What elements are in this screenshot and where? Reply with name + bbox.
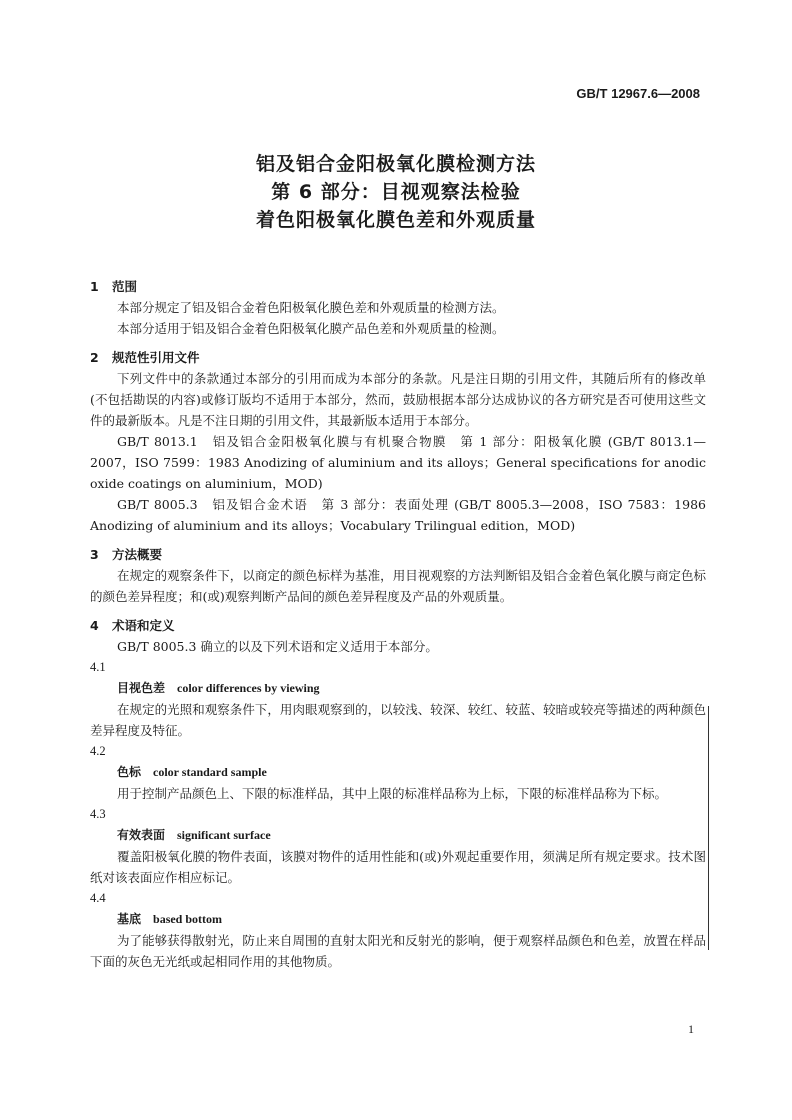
clause-number: 4.2 [90,744,106,758]
term-entry [90,888,706,972]
paragraph: GB/T 8005.3 确立的以及下列术语和定义适用于本部分。 [117,639,438,654]
term-definition: 为了能够获得散射光，防止来自周围的直射太阳光和反射光的影响，便于观察样品颜色和色差，放置在样品下面的灰色无光纸或起相同作用的其他物质。 [90,933,706,969]
section-terms-definitions [90,615,706,972]
term-definition: 覆盖阳极氧化膜的物件表面，该膜对物件的适用性能和(或)外观起重要作用，须满足所有规定要求。技术图纸对该表面应作相应标记。 [90,849,706,885]
section-number: 1 [90,279,99,294]
term-entry [90,804,706,888]
title-line-2: 第 6 部分：目视观察法检验 [271,181,521,203]
term-en: significant surface [177,828,271,842]
term-definition: 用于控制产品颜色上、下限的标准样品，其中上限的标准样品称为上标，下限的标准样品称为下标。 [117,786,668,801]
title-line-3: 着色阳极氧化膜色差和外观质量 [255,209,536,231]
clause-number: 4.1 [90,660,106,674]
term-zh: 色标 [117,765,142,779]
term-entry [90,657,706,741]
section-scope [90,276,706,339]
section-title: 范围 [112,279,138,294]
section-title: 规范性引用文件 [112,350,200,365]
title-line-1: 铝及铝合金阳极氧化膜检测方法 [255,153,536,175]
section-heading [90,276,706,297]
term-definition: 在规定的光照和观察条件下，用肉眼观察到的，以较浅、较深、较红、较蓝、较暗或较亮等描述的两种颜色差异程度及特征。 [90,702,706,738]
reference-entry: GB/T 8005.3 铝及铝合金术语 第 3 部分：表面处理 (GB/T 8005.3—2008，ISO 7583：1986 Anodizing of aluminium and its alloys；Vocabulary Trilingual edition，MOD) [90,497,706,533]
revision-margin-bar [708,706,709,950]
section-number: 3 [90,547,99,562]
term-zh: 基底 [117,912,142,926]
section-heading [90,544,706,565]
section-number: 4 [90,618,99,633]
page-number: 1 [688,1022,694,1036]
term-en: based bottom [153,912,223,926]
document-body [90,276,706,980]
term-zh: 目视色差 [117,681,166,695]
paragraph: 本部分适用于铝及铝合金着色阳极氧化膜产品色差和外观质量的检测。 [117,321,505,336]
section-method-summary [90,544,706,607]
document-title [0,150,792,234]
section-title: 方法概要 [112,547,163,562]
term-en: color standard sample [153,765,267,779]
term-heading [90,909,706,930]
term-en: color differences by viewing [177,681,320,695]
standard-code: GB/T 12967.6—2008 [576,86,700,101]
section-heading [90,347,706,368]
term-entry [90,741,706,804]
term-heading [90,678,706,699]
clause-number: 4.4 [90,891,106,905]
section-normative-references [90,347,706,536]
term-zh: 有效表面 [117,828,166,842]
section-heading [90,615,706,636]
term-heading [90,825,706,846]
paragraph: 本部分规定了铝及铝合金着色阳极氧化膜色差和外观质量的检测方法。 [117,300,505,315]
term-heading [90,762,706,783]
section-title: 术语和定义 [112,618,175,633]
clause-number: 4.3 [90,807,106,821]
section-number: 2 [90,350,99,365]
paragraph: 下列文件中的条款通过本部分的引用而成为本部分的条款。凡是注日期的引用文件，其随后所有的修改单(不包括勘误的内容)或修订版均不适用于本部分，然而，鼓励根据本部分达成协议的各方研究是否可使用这些文件的最新版本。凡是不注日期的引用文件，其最新版本适用于本部分。 [90,371,706,428]
reference-entry: GB/T 8013.1 铝及铝合金阳极氧化膜与有机聚合物膜 第 1 部分：阳极氧化膜 (GB/T 8013.1—2007，ISO 7599：1983 Anodizing of aluminium and its alloys；General specifications for anodic oxide coatings on aluminium，MOD) [90,434,706,491]
paragraph: 在规定的观察条件下，以商定的颜色标样为基准，用目视观察的方法判断铝及铝合金着色氧化膜与商定色标的颜色差异程度；和(或)观察判断产品间的颜色差异程度及产品的外观质量。 [90,568,706,604]
